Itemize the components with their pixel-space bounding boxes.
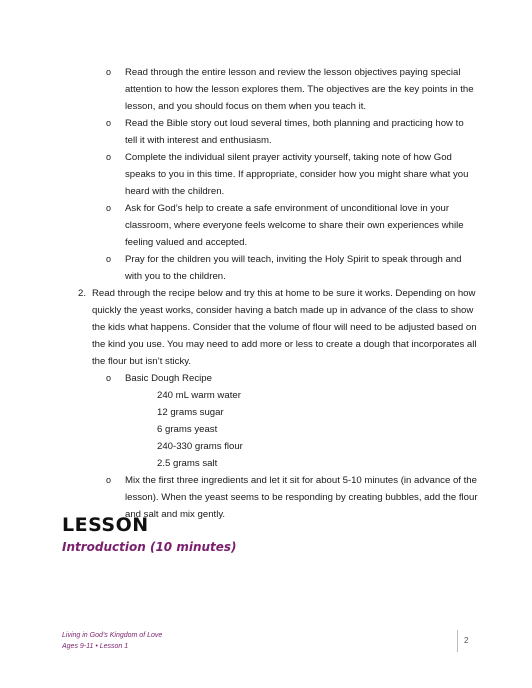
recipe-title: Basic Dough Recipe (125, 373, 212, 384)
recipe-instructions: Mix the first three ingredients and let it sit for about 5-10 minutes (in advance of the lesson). When the yeast seems to be responding by creating bubbles, add the flour and salt and mix gently. (125, 475, 478, 520)
prep-item-text: Complete the individual silent prayer activity yourself, taking note of how God speaks to you in this time. If appropriate, consider how you might share what you heard with the children. (125, 152, 469, 197)
prep-item-3 (106, 149, 478, 200)
footer-title: Living in God’s Kingdom of Love (62, 632, 163, 639)
footer-subtitle: Ages 9-11 • Lesson 1 (62, 643, 129, 650)
footer-divider (457, 630, 458, 652)
recipe-instructions-item (106, 472, 478, 523)
prep-item-1 (106, 64, 478, 115)
prep-item-text: Pray for the children you will teach, inviting the Holy Spirit to speak through and with you to the children. (125, 254, 462, 282)
bullet-icon: o (106, 152, 112, 162)
lesson-subheading: Introduction (10 minutes) (62, 540, 237, 554)
ingredient-line: 12 grams sugar (157, 407, 224, 418)
ingredient-line: 240 mL warm water (157, 390, 241, 401)
ingredient-line: 2.5 grams salt (157, 458, 218, 469)
prep-item-4 (106, 200, 478, 251)
prep-item-2 (106, 115, 478, 149)
prep-item-text: Read the Bible story out loud several times, both planning and practicing how to tell it with interest and enthusiasm. (125, 118, 464, 146)
step-text: Read through the recipe below and try this at home to be sure it works. Depending on how quickly the yeast works, consider having a batch made up in advance of the class to show the kids what happens. Consider that the volume of flour will need to be adjusted based on the kind you use. You may need to add more or less to create a dough that incorporates all the flour but isn’t sticky. (92, 288, 477, 367)
prep-item-text: Ask for God’s help to create a safe environment of unconditional love in your classroom, where everyone feels welcome to share their own experiences while feeling valued and accepted. (125, 203, 464, 248)
bullet-icon: o (106, 475, 112, 485)
ingredient-line: 240-330 grams flour (157, 441, 243, 452)
bullet-icon: o (106, 67, 112, 77)
prep-item-5 (106, 251, 478, 285)
ingredient-line: 6 grams yeast (157, 424, 218, 435)
bullet-icon: o (106, 203, 112, 213)
prep-item-text: Read through the entire lesson and review the lesson objectives paying special attention to how the lesson explores them. The objectives are the key points in the lesson, and you should focus on them when you teach it. (125, 67, 474, 112)
recipe-title-item (106, 370, 478, 387)
lesson-heading: LESSON (62, 514, 149, 536)
page-number: 2 (464, 636, 469, 645)
bullet-icon: o (106, 254, 112, 264)
step-2 (72, 285, 478, 370)
bullet-icon: o (106, 373, 112, 383)
bullet-icon: o (106, 118, 112, 128)
step-number: 2. (78, 288, 87, 299)
